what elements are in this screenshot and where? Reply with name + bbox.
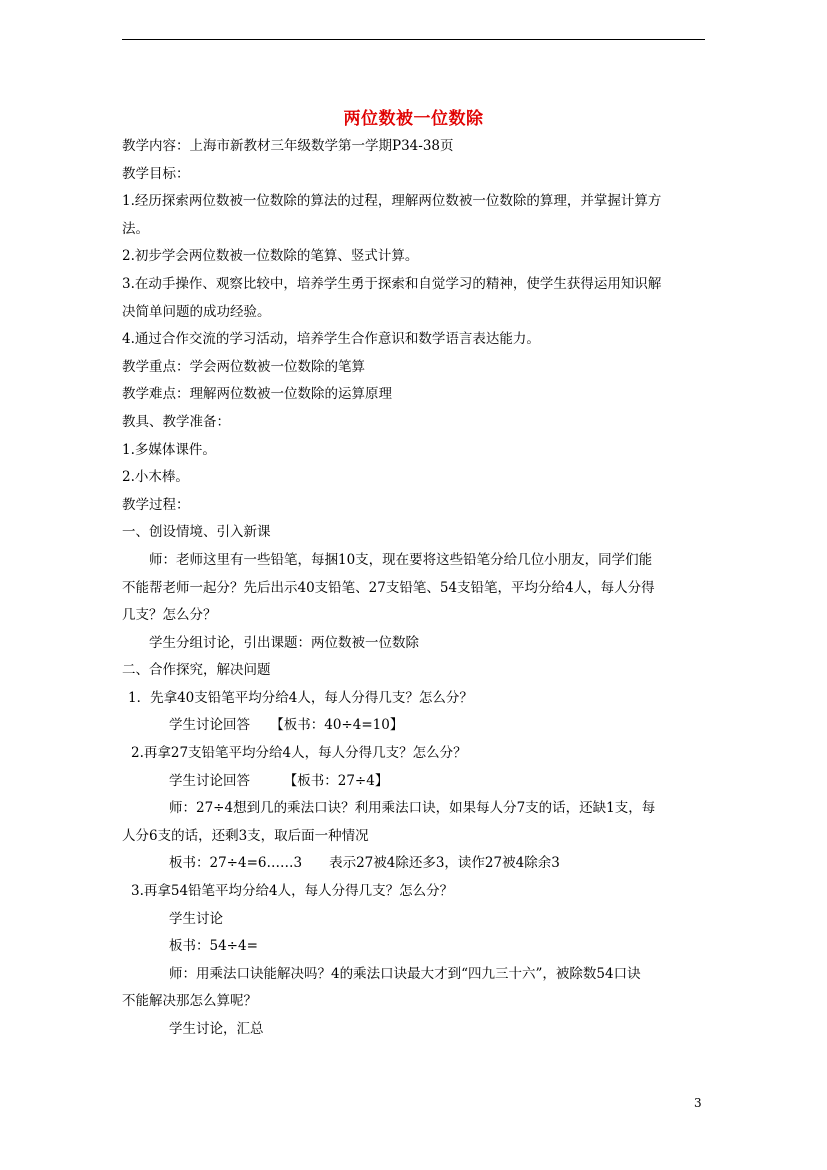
text-line: 二、合作探究，解决问题	[122, 662, 271, 679]
text-line: 几支？怎么分？	[122, 607, 217, 624]
document-body	[122, 133, 705, 1044]
text-line: 人分6支的话，还剩3支，取后面一种情况	[122, 827, 369, 844]
text-line: 一、创设情境、引入新课	[122, 524, 271, 541]
text-line: 板书：27÷4=6……3 表示27被4除还多3，读作27被4除余3	[169, 855, 560, 872]
text-line: 不能帮老师一起分？先后出示40支铅笔、27支铅笔、54支铅笔，平均分给4人，每人分得	[122, 579, 655, 596]
text-line: 2.再拿27支铅笔平均分给4人，每人分得几支？怎么分？	[131, 745, 467, 762]
text-line: 板书：54÷4=	[169, 938, 258, 955]
text-line: 教具、教学准备：	[122, 413, 230, 430]
text-line: 教学目标：	[122, 165, 190, 182]
text-line: 学生讨论	[169, 910, 223, 927]
text-line: 教学重点：学会两位数被一位数除的笔算	[122, 358, 365, 375]
text-line: 教学难点：理解两位数被一位数除的运算原理	[122, 386, 392, 403]
text-line: 教学过程：	[122, 496, 190, 513]
text-line: 学生讨论回答 【板书：27÷4】	[169, 772, 389, 789]
header-rule	[122, 39, 705, 40]
text-line: 教学内容：上海市新教材三年级数学第一学期P34-38页	[122, 138, 454, 154]
text-line: 1.经历探索两位数被一位数除的算法的过程，理解两位数被一位数除的算理，并掌握计算方	[122, 193, 662, 210]
text-line: 师：老师这里有一些铅笔，每捆10支，现在要将这些铅笔分给几位小朋友，同学们能	[149, 551, 653, 568]
page-title: 两位数被一位数除	[343, 109, 484, 129]
text-line: 决简单问题的成功经验。	[122, 303, 271, 320]
text-line: 法。	[122, 220, 149, 237]
text-line: 1．先拿40支铅笔平均分给4人，每人分得几支？怎么分？	[128, 689, 473, 706]
text-line: 1.多媒体课件。	[122, 441, 216, 458]
text-line: 3.在动手操作、观察比较中，培养学生勇于探索和自觉学习的精神，使学生获得运用知识解	[122, 275, 662, 292]
page-number: 3	[694, 1096, 702, 1110]
text-line: 2.小木棒。	[122, 469, 189, 486]
text-line: 学生讨论回答 【板书：40÷4=10】	[169, 717, 404, 734]
text-line: 不能解决那怎么算呢？	[122, 993, 257, 1010]
text-line: 3.再拿54铅笔平均分给4人，每人分得几支？怎么分？	[131, 883, 454, 900]
text-line: 4.通过合作交流的学习活动，培养学生合作意识和数学语言表达能力。	[122, 331, 540, 348]
text-line: 学生讨论，汇总	[169, 1021, 264, 1037]
text-line: 师：用乘法口诀能解决吗？4的乘法口诀最大才到“四九三十六”，被除数54口诀	[169, 965, 641, 982]
text-line: 2.初步学会两位数被一位数除的笔算、竖式计算。	[122, 248, 419, 265]
text-line: 师：27÷4想到几的乘法口诀？利用乘法口诀，如果每人分7支的话，还缺1支，每	[169, 800, 656, 817]
text-line: 学生分组讨论，引出课题：两位数被一位数除	[149, 634, 419, 651]
